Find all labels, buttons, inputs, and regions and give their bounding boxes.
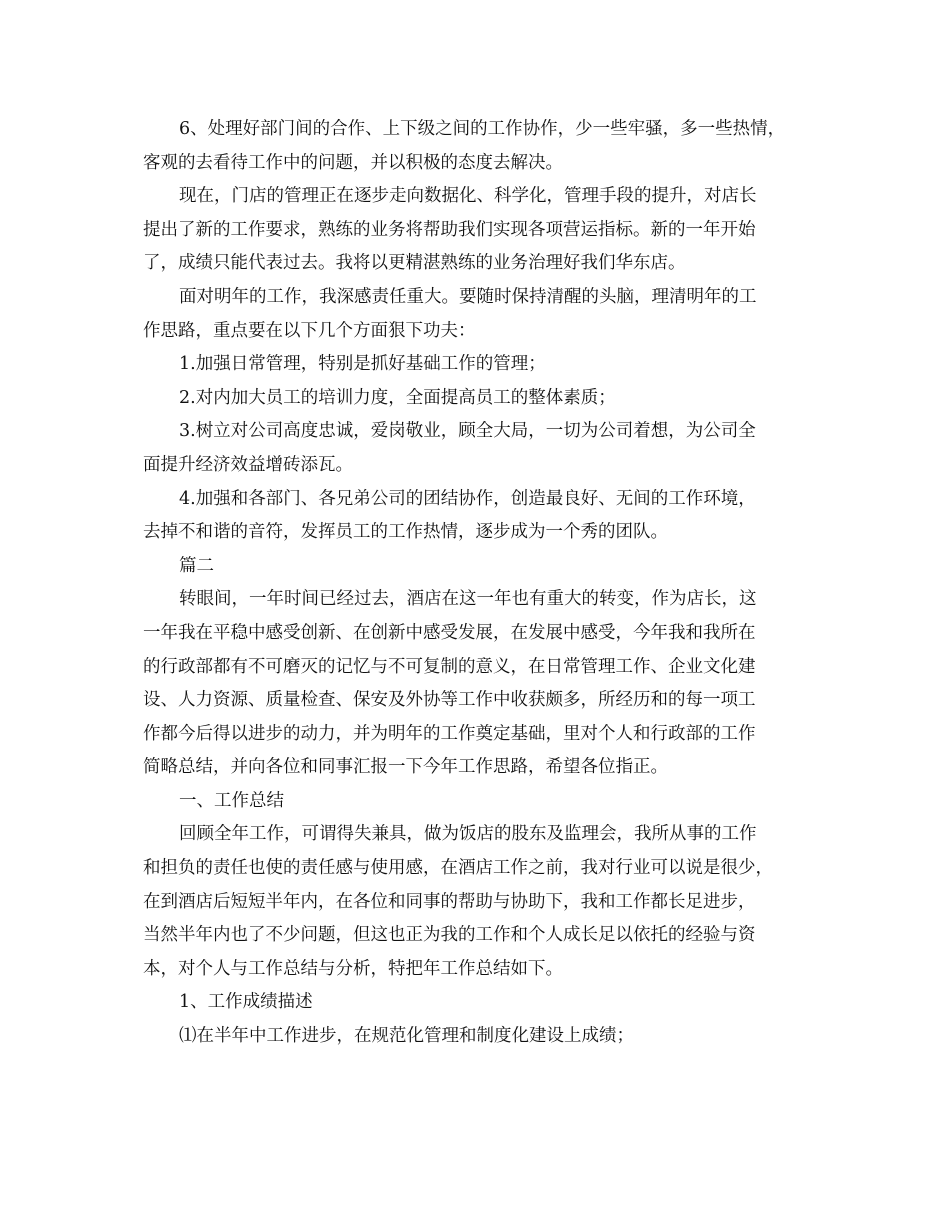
section-heading: 一、工作总结 <box>179 790 284 811</box>
text-line: 提出了新的工作要求，熟练的业务将帮助我们实现各项营运指标。新的一年开始 <box>143 219 756 240</box>
text-line: 现在，门店的管理正在逐步走向数据化、科学化，管理手段的提升，对店长 <box>179 186 757 207</box>
text-line: 设、人力资源、质量检查、保安及外协等工作中收获颇多，所经历和的每一项工 <box>143 690 756 711</box>
text-line: 回顾全年工作，可谓得失兼具，做为饭店的股东及监理会，我所从事的工作 <box>179 824 757 845</box>
text-line: 当然半年内也了不少问题，但这也正为我的工作和个人成长足以依托的经验与资 <box>143 925 756 946</box>
list-item: ⑴在半年中工作进步，在规范化管理和制度化建设上成绩； <box>179 1026 634 1047</box>
list-item: 2.对内加大员工的培训力度，全面提高员工的整体素质； <box>179 387 616 408</box>
text-line: 在到酒店后短短半年内，在各位和同事的帮助与协助下，我和工作都长足进步， <box>143 891 756 912</box>
text-line: 的行政部都有不可磨灭的记忆与不可复制的意义，在日常管理工作、企业文化建 <box>143 656 756 677</box>
text-line: 去掉不和谐的音符，发挥员工的工作热情，逐步成为一个秀的团队。 <box>143 522 668 543</box>
text-line: 面对明年的工作，我深感责任重大。要随时保持清醒的头脑，理清明年的工 <box>179 286 757 307</box>
list-item: 1.加强日常管理，特别是抓好基础工作的管理； <box>179 354 546 375</box>
text-line: 面提升经济效益增砖添瓦。 <box>143 454 353 475</box>
text-line: 作都今后得以进步的动力，并为明年的工作奠定基础，里对个人和行政部的工作 <box>143 723 756 744</box>
section-heading: 1、工作成绩描述 <box>179 992 313 1013</box>
list-item: 3.树立对公司高度忠诚，爱岗敬业，顾全大局，一切为公司着想，为公司全 <box>179 421 756 442</box>
text-line: 作思路，重点要在以下几个方面狠下功夫： <box>143 320 476 341</box>
text-line: 和担负的责任也使的责任感与使用感，在酒店工作之前，我对行业可以说是很少， <box>143 858 773 879</box>
text-line: 简略总结，并向各位和同事汇报一下今年工作思路，希望各位指正。 <box>143 757 668 778</box>
list-item: 4.加强和各部门、各兄弟公司的团结协作，创造最良好、无间的工作环境， <box>179 488 756 509</box>
text-line: 客观的去看待工作中的问题，并以积极的态度去解决。 <box>143 152 563 173</box>
text-line: 了，成绩只能代表过去。我将以更精湛熟练的业务治理好我们华东店。 <box>143 253 686 274</box>
text-line: 本，对个人与工作总结与分析，特把年工作总结如下。 <box>143 958 563 979</box>
document-body <box>143 113 810 1054</box>
text-line: 一年我在平稳中感受创新、在创新中感受发展，在发展中感受，今年我和我所在 <box>143 622 756 643</box>
section-heading: 篇二 <box>179 555 214 576</box>
text-line: 6、处理好部门间的合作、上下级之间的工作协作，少一些牢骚，多一些热情， <box>179 119 786 139</box>
text-line: 转眼间，一年时间已经过去，酒店在这一年也有重大的转变，作为店长，这 <box>179 589 757 610</box>
